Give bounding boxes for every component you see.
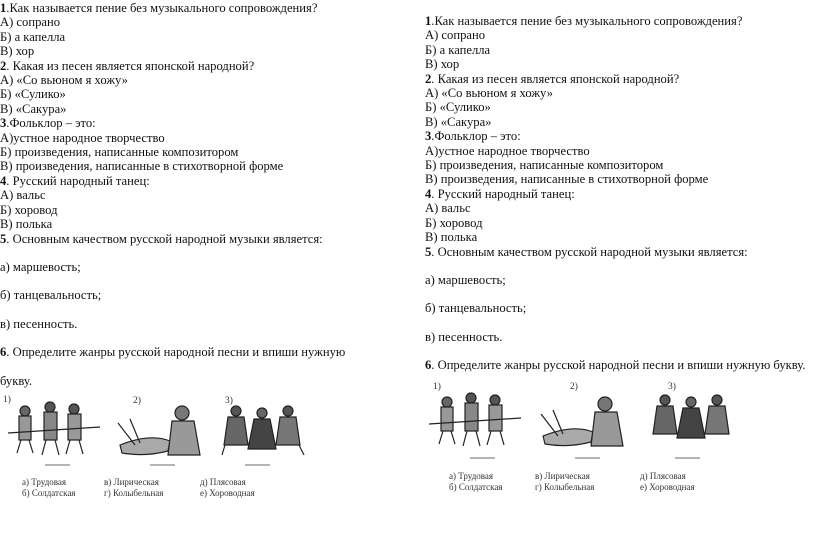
q3-option-c: В) произведения, написанные в стихотворной форме bbox=[0, 159, 284, 174]
legend-e: е) Хороводная bbox=[640, 482, 695, 492]
q2-option-b: Б) «Сулико» bbox=[425, 100, 491, 115]
right-worksheet bbox=[425, 14, 815, 373]
q2-option-c: В) «Сакура» bbox=[425, 114, 492, 129]
q3-option-a: А)устное народное творчество bbox=[425, 143, 590, 158]
q1-option-b: Б) а капелла bbox=[0, 29, 66, 44]
dancers-figure bbox=[222, 406, 304, 455]
q4-option-a: А) вальс bbox=[425, 201, 471, 216]
q3-option-a: А)устное народное творчество bbox=[0, 130, 165, 145]
q3-option-b: Б) произведения, написанные композитором bbox=[0, 145, 239, 160]
legend-a: а) Трудовая bbox=[22, 477, 67, 487]
legend-b: б) Солдатская bbox=[22, 488, 76, 498]
legend-d: д) Плясовая bbox=[640, 471, 686, 481]
illustration-label-2: 2) bbox=[133, 396, 141, 406]
soldiers-figure bbox=[8, 402, 100, 455]
q4-option-c: В) полька bbox=[425, 230, 478, 245]
q4-option-b: Б) хоровод bbox=[0, 202, 58, 217]
legend-d: д) Плясовая bbox=[200, 477, 246, 487]
q3-option-c: В) произведения, написанные в стихотворной форме bbox=[425, 172, 709, 187]
song-genres-illustration bbox=[0, 393, 312, 505]
left-worksheet bbox=[0, 1, 410, 388]
legend-v: в) Лирическая bbox=[535, 471, 590, 481]
cradle-figure bbox=[541, 397, 623, 446]
q1-option-a: А) сопрано bbox=[425, 28, 485, 43]
q5-option-a: а) маршевость; bbox=[425, 272, 506, 287]
legend-b: б) Солдатская bbox=[449, 482, 503, 492]
cradle-figure bbox=[118, 406, 200, 455]
legend-e: е) Хороводная bbox=[200, 488, 255, 498]
q1-option-c: В) хор bbox=[425, 57, 460, 72]
q3-option-b: Б) произведения, написанные композитором bbox=[425, 158, 664, 173]
illustration-label-3: 3) bbox=[225, 396, 233, 406]
question-6: 6. Определите жанры русской народной песни и впиши нужную букву. bbox=[425, 358, 806, 373]
q1-option-b: Б) а капелла bbox=[425, 42, 491, 57]
q2-option-a: А) «Со вьюном я хожу» bbox=[425, 86, 553, 101]
q5-option-a: а) маршевость; bbox=[0, 259, 81, 274]
question-2: 2. Какая из песен является японской народной? bbox=[0, 58, 255, 73]
q4-option-b: Б) хоровод bbox=[425, 215, 483, 230]
legend-g: г) Колыбельная bbox=[104, 488, 164, 498]
question-5: 5. Основным качеством русской народной музыки является: bbox=[425, 244, 748, 259]
question-4: 4. Русский народный танец: bbox=[0, 173, 150, 188]
q5-option-b: б) танцевальность; bbox=[425, 301, 527, 316]
q2-option-a: А) «Со вьюном я хожу» bbox=[0, 73, 128, 88]
illustration-label-1: 1) bbox=[3, 395, 11, 405]
q5-option-c: в) песенность. bbox=[425, 329, 503, 344]
illustration-label-2: 2) bbox=[570, 382, 578, 392]
illustration-label-1: 1) bbox=[433, 382, 441, 392]
q5-option-c: в) песенность. bbox=[0, 316, 78, 331]
q2-option-c: В) «Сакура» bbox=[0, 101, 67, 116]
question-3: 3.Фольклор – это: bbox=[0, 116, 96, 131]
question-6: 6. Определите жанры русской народной песни и впиши нужную bbox=[0, 345, 346, 360]
question-4: 4. Русский народный танец: bbox=[425, 186, 575, 201]
q2-option-b: Б) «Сулико» bbox=[0, 87, 66, 102]
dancers-figure bbox=[653, 395, 729, 438]
legend-g: г) Колыбельная bbox=[535, 482, 595, 492]
question-5: 5. Основным качеством русской народной музыки является: bbox=[0, 231, 323, 246]
legend-v: в) Лирическая bbox=[104, 477, 159, 487]
question-2: 2. Какая из песен является японской народной? bbox=[425, 71, 680, 86]
legend-a: а) Трудовая bbox=[449, 471, 494, 481]
question-6-continuation: букву. bbox=[0, 373, 33, 388]
illustration-label-3: 3) bbox=[668, 382, 676, 392]
q1-option-a: А) сопрано bbox=[0, 15, 60, 30]
q4-option-c: В) полька bbox=[0, 217, 53, 232]
q4-option-a: А) вальс bbox=[0, 188, 46, 203]
song-genres-illustration bbox=[425, 380, 735, 498]
soldiers-figure bbox=[429, 393, 521, 446]
q5-option-b: б) танцевальность; bbox=[0, 288, 102, 303]
question-3: 3.Фольклор – это: bbox=[425, 129, 521, 144]
q1-option-c: В) хор bbox=[0, 44, 35, 59]
question-1: 1.Как называется пение без музыкального сопровождения? bbox=[0, 1, 318, 15]
question-1: 1.Как называется пение без музыкального сопровождения? bbox=[425, 14, 743, 28]
